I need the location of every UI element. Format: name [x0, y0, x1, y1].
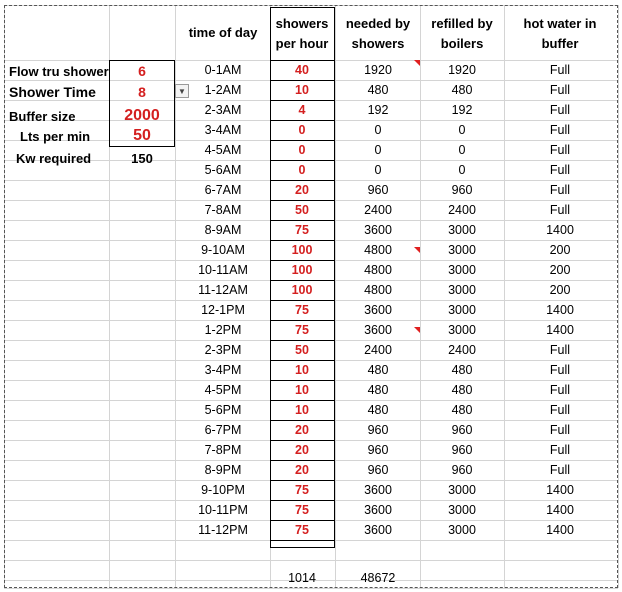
param-value-buffer-size[interactable]: 2000 [124, 107, 160, 124]
cell-showers[interactable]: 100 [291, 243, 313, 257]
cell-hot[interactable]: Full [549, 383, 571, 397]
grid-row-line [4, 560, 618, 561]
cell-needed[interactable]: 3600 [364, 303, 392, 317]
cell-hot[interactable]: 200 [549, 243, 571, 257]
cell-time[interactable]: 3-4AM [204, 123, 242, 137]
cell-needed[interactable]: 480 [367, 403, 389, 417]
cell-showers[interactable]: 0 [298, 143, 306, 157]
cell-hot[interactable]: Full [549, 343, 571, 357]
cell-needed[interactable]: 4800 [364, 263, 392, 277]
cell-time[interactable]: 10-11PM [198, 503, 248, 517]
grid-row-line [4, 588, 618, 589]
grid-column-line [618, 5, 619, 588]
cell-needed[interactable]: 960 [367, 423, 389, 437]
header-time-of-day[interactable]: time of day [188, 25, 258, 40]
cell-time[interactable]: 11-12PM [198, 523, 248, 537]
cell-showers[interactable]: 75 [295, 503, 309, 517]
cell-hot[interactable]: Full [549, 63, 571, 77]
cell-needed[interactable]: 2400 [364, 203, 392, 217]
cell-needed[interactable]: 4800 [364, 283, 392, 297]
cell-refilled[interactable]: 480 [451, 363, 473, 377]
cell-time[interactable]: 5-6AM [204, 163, 242, 177]
cell-refilled[interactable]: 3000 [448, 483, 476, 497]
cell-needed[interactable]: 3600 [364, 483, 392, 497]
cell-hot[interactable]: 1400 [546, 523, 574, 537]
cell-needed[interactable]: 480 [367, 363, 389, 377]
cell-refilled[interactable]: 3000 [448, 223, 476, 237]
cell-needed[interactable]: 3600 [364, 503, 392, 517]
cell-refilled[interactable]: 960 [451, 443, 473, 457]
cell-time[interactable]: 6-7AM [204, 183, 242, 197]
cell-needed[interactable]: 3600 [364, 223, 392, 237]
cell-time[interactable]: 6-7PM [204, 423, 242, 437]
cell-time[interactable]: 8-9AM [204, 223, 242, 237]
cell-hot[interactable]: Full [549, 183, 571, 197]
cell-needed[interactable]: 960 [367, 443, 389, 457]
cell-time[interactable]: 5-6PM [204, 403, 242, 417]
cell-hot[interactable]: Full [549, 463, 571, 477]
cell-needed[interactable]: 0 [374, 163, 382, 177]
header-needed-by-showers[interactable]: needed by showers [345, 16, 411, 51]
param-label-shower-time[interactable]: Shower Time [9, 84, 96, 100]
cell-time[interactable]: 3-4PM [204, 363, 242, 377]
cell-needed[interactable]: 480 [367, 83, 389, 97]
cell-showers[interactable]: 75 [295, 483, 309, 497]
cell-hot[interactable]: Full [549, 103, 571, 117]
cell-showers[interactable]: 50 [295, 343, 309, 357]
cell-needed[interactable]: 3600 [364, 523, 392, 537]
cell-hot[interactable]: Full [549, 203, 571, 217]
param-label-kw-required[interactable]: Kw required [16, 150, 92, 166]
param-label-buffer-size[interactable]: Buffer size [9, 108, 76, 124]
cell-refilled[interactable]: 3000 [448, 243, 476, 257]
cell-needed[interactable]: 4800 [364, 243, 392, 257]
grid-row-line [4, 5, 618, 6]
cell-refilled[interactable]: 3000 [448, 283, 476, 297]
cell-showers[interactable]: 10 [295, 363, 309, 377]
cell-hot[interactable]: 1400 [546, 503, 574, 517]
cell-refilled[interactable]: 2400 [448, 343, 476, 357]
cell-time[interactable]: 4-5PM [204, 383, 242, 397]
grid-row-line [4, 540, 618, 541]
total-showers-per-day[interactable]: 1014 [288, 571, 316, 585]
cell-hot[interactable]: 1400 [546, 483, 574, 497]
cell-showers[interactable]: 20 [295, 423, 309, 437]
cell-time[interactable]: 1-2PM [204, 323, 242, 337]
cell-showers[interactable]: 10 [295, 403, 309, 417]
cell-refilled[interactable]: 3000 [448, 503, 476, 517]
cell-showers[interactable]: 10 [295, 83, 309, 97]
cell-hot[interactable]: Full [549, 423, 571, 437]
cell-hot[interactable]: Full [549, 143, 571, 157]
header-showers-per-hour[interactable]: showers per hour [275, 16, 329, 51]
cell-hot[interactable]: Full [549, 163, 571, 177]
cell-refilled[interactable]: 0 [458, 163, 466, 177]
cell-refilled[interactable]: 192 [451, 103, 473, 117]
chevron-down-icon[interactable]: ▼ [175, 84, 189, 98]
cell-hot[interactable]: 200 [549, 263, 571, 277]
cell-refilled[interactable]: 3000 [448, 263, 476, 277]
cell-refilled[interactable]: 960 [451, 183, 473, 197]
cell-refilled[interactable]: 0 [458, 143, 466, 157]
cell-showers[interactable]: 50 [295, 203, 309, 217]
cell-refilled[interactable]: 960 [451, 463, 473, 477]
cell-hot[interactable]: 200 [549, 283, 571, 297]
cell-time[interactable]: 2-3AM [204, 103, 242, 117]
header-refilled-by-boilers[interactable]: refilled by boilers [431, 16, 493, 51]
cell-showers[interactable]: 75 [295, 303, 309, 317]
param-value-flow-tru-shower[interactable]: 6 [138, 63, 146, 79]
cell-showers[interactable]: 75 [295, 223, 309, 237]
cell-showers[interactable]: 10 [295, 383, 309, 397]
cell-needed[interactable]: 0 [374, 143, 382, 157]
cell-refilled[interactable]: 0 [458, 123, 466, 137]
param-label-flow-tru-shower[interactable]: Flow tru shower [9, 63, 109, 79]
cell-refilled[interactable]: 3000 [448, 523, 476, 537]
cell-needed[interactable]: 0 [374, 123, 382, 137]
cell-showers[interactable]: 20 [295, 463, 309, 477]
cell-showers[interactable]: 75 [295, 523, 309, 537]
cell-showers[interactable]: 75 [295, 323, 309, 337]
cell-time[interactable]: 2-3PM [204, 343, 242, 357]
cell-time[interactable]: 7-8PM [204, 443, 242, 457]
cell-time[interactable]: 0-1AM [204, 63, 242, 77]
cell-refilled[interactable]: 480 [451, 383, 473, 397]
cell-refilled[interactable]: 2400 [448, 203, 476, 217]
cell-needed[interactable]: 1920 [364, 63, 392, 77]
cell-showers[interactable]: 100 [291, 263, 313, 277]
cell-hot[interactable]: 1400 [546, 223, 574, 237]
cell-showers[interactable]: 100 [291, 283, 313, 297]
cell-showers[interactable]: 40 [295, 63, 309, 77]
cell-time[interactable]: 10-11AM [198, 263, 248, 277]
cell-refilled[interactable]: 480 [451, 403, 473, 417]
cell-needed[interactable]: 192 [367, 103, 389, 117]
param-value-shower-time[interactable]: 8 [138, 84, 146, 100]
cell-time[interactable]: 7-8AM [204, 203, 242, 217]
cell-showers[interactable]: 0 [298, 163, 306, 177]
cell-hot[interactable]: Full [549, 123, 571, 137]
cell-time[interactable]: 11-12AM [198, 283, 248, 297]
param-label-lts-per-min[interactable]: Lts per min [20, 128, 91, 144]
param-value-kw-required[interactable]: 150 [131, 150, 153, 166]
cell-needed[interactable]: 480 [367, 383, 389, 397]
cell-time[interactable]: 1-2AM [204, 83, 242, 97]
cell-needed[interactable]: 960 [367, 463, 389, 477]
cell-showers[interactable]: 4 [298, 103, 306, 117]
cell-showers[interactable]: 20 [295, 443, 309, 457]
cell-time[interactable]: 8-9PM [204, 463, 242, 477]
cell-hot[interactable]: Full [549, 403, 571, 417]
cell-refilled[interactable]: 960 [451, 423, 473, 437]
cell-time[interactable]: 9-10PM [201, 483, 245, 497]
cell-showers[interactable]: 0 [298, 123, 306, 137]
cell-hot[interactable]: 1400 [546, 323, 574, 337]
cell-time[interactable]: 12-1PM [201, 303, 245, 317]
cell-refilled[interactable]: 1920 [448, 63, 476, 77]
cell-refilled[interactable]: 3000 [448, 323, 476, 337]
cell-showers[interactable]: 20 [295, 183, 309, 197]
cell-refilled[interactable]: 480 [451, 83, 473, 97]
cell-needed[interactable]: 3600 [364, 323, 392, 337]
cell-needed[interactable]: 960 [367, 183, 389, 197]
cell-hot[interactable]: Full [549, 363, 571, 377]
cell-time[interactable]: 4-5AM [204, 143, 242, 157]
cell-hot[interactable]: 1400 [546, 303, 574, 317]
cell-hot[interactable]: Full [549, 443, 571, 457]
cell-hot[interactable]: Full [549, 83, 571, 97]
cell-needed[interactable]: 2400 [364, 343, 392, 357]
header-hot-water-in-buffer[interactable]: hot water in buffer [523, 16, 597, 51]
total-needed-by-showers[interactable]: 48672 [360, 571, 396, 585]
cell-time[interactable]: 9-10AM [201, 243, 245, 257]
cell-refilled[interactable]: 3000 [448, 303, 476, 317]
param-value-lts-per-min[interactable]: 50 [133, 127, 151, 144]
